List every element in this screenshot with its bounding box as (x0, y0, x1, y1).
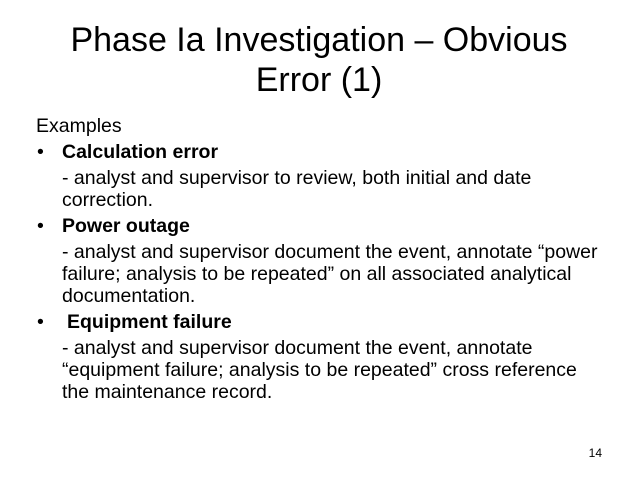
bullet-item-power-outage (36, 215, 606, 307)
slide-title-line-2: Error (1) (255, 61, 383, 99)
slide-title-line-1: Phase Ia Investigation – Obvious (70, 21, 568, 59)
bullet-dot-icon: • (37, 311, 44, 333)
bullet-item-calculation-error (36, 141, 606, 211)
bullet-dot-icon: • (37, 141, 44, 163)
bullet-label: Equipment failure (67, 311, 232, 333)
slide-title (30, 20, 608, 100)
bullet-detail: - analyst and supervisor document the event, annotate “power failure; analysis to be repeated” on all associated analytical documentation. (62, 241, 598, 307)
bullet-detail: - analyst and supervisor to review, both initial and date correction. (62, 167, 532, 211)
slide-body (36, 115, 606, 407)
bullet-label: Calculation error (62, 141, 219, 163)
bullet-dot-icon: • (37, 215, 44, 237)
page-number: 14 (588, 446, 602, 460)
examples-heading: Examples (36, 115, 122, 137)
bullet-label: Power outage (62, 215, 190, 237)
bullet-item-equipment-failure (36, 311, 606, 403)
bullet-detail: - analyst and supervisor document the event, annotate “equipment failure; analysis to be repeated” cross reference the maintenance record. (62, 337, 577, 403)
